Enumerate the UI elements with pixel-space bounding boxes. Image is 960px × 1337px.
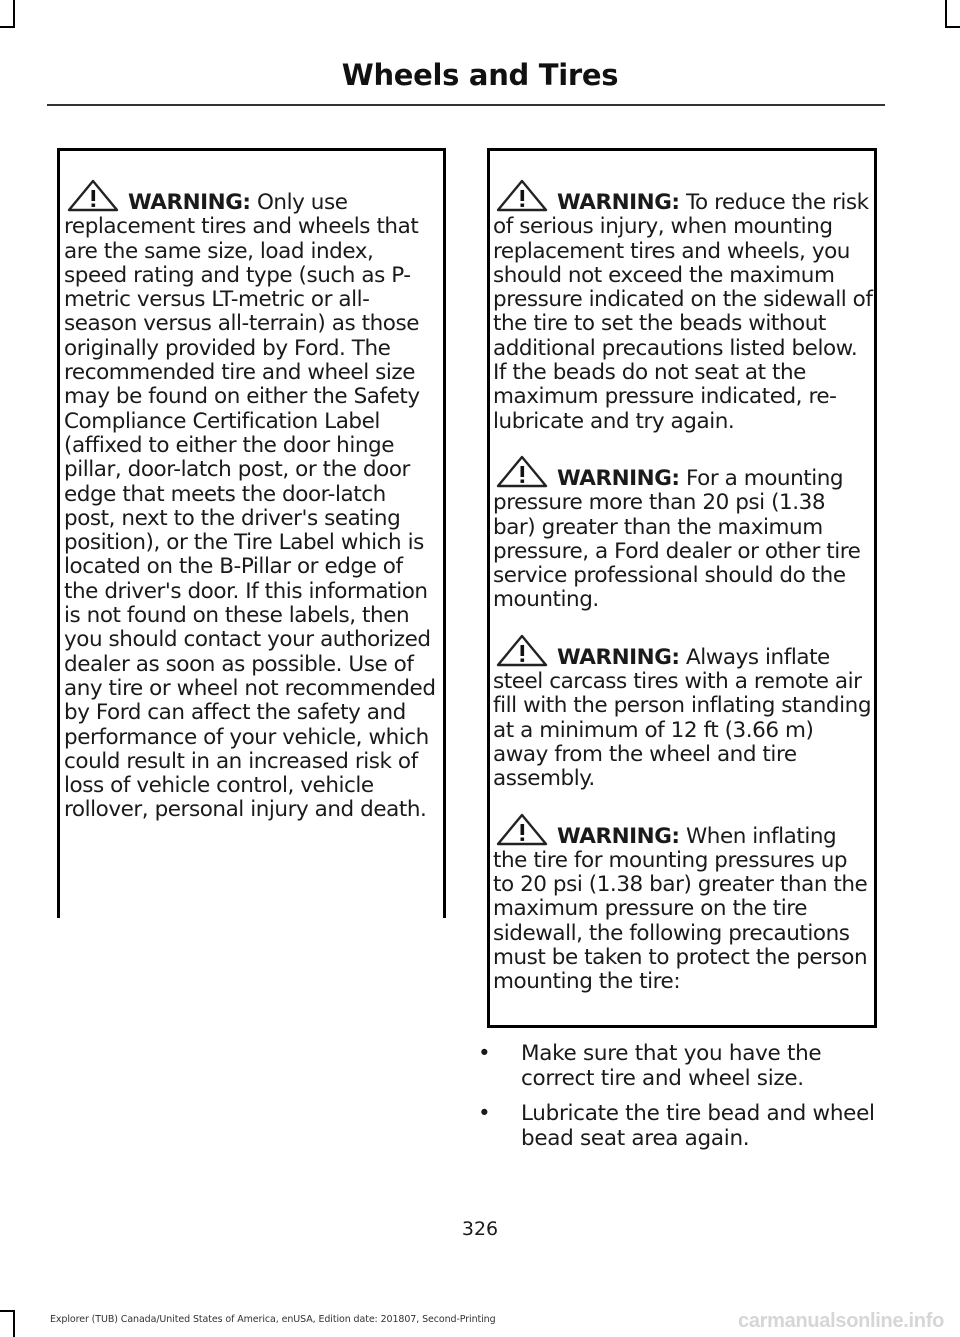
warning-label: WARNING: <box>557 465 680 491</box>
crop-mark <box>13 1310 15 1337</box>
bullet-list <box>478 1042 878 1162</box>
crop-mark <box>13 0 15 26</box>
warning-text-block <box>64 178 442 823</box>
warning-box-left <box>57 148 446 918</box>
warning-triangle-icon <box>64 178 122 212</box>
watermark: carmanualsonline.info <box>738 1310 944 1332</box>
page-title: Wheels and Tires <box>341 58 619 92</box>
page-number: 326 <box>461 1218 499 1240</box>
warning-paragraph <box>493 633 873 792</box>
warning-label: WARNING: <box>128 190 251 215</box>
warning-paragraph <box>64 178 442 823</box>
warning-body: When inflating the tire for mounting pressures up to 20 psi (1.38 bar) greater than the maximum pressure on the tire sidewall, the following precautions must be taken to protect the person mounting the tire: <box>493 823 868 995</box>
warning-body: For a mounting pressure more than 20 psi (1.38 bar) greater than the maximum pressure, a Ford dealer or other tire service professional should do the mounting. <box>493 465 861 613</box>
warning-body: Always inflate steel carcass tires with a remote air fill with the person inflating standing at a minimum of 12 ft (3.66 m) away from the wheel and tire assembly. <box>493 644 872 792</box>
warning-paragraph <box>493 812 873 995</box>
warning-box-right <box>487 148 877 1028</box>
crop-mark <box>945 0 947 26</box>
warning-body: To reduce the risk of serious injury, when mounting replacement tires and wheels, you should not exceed the maximum pressure indicated on the sidewall of the tire to set the beads without additional precautions listed below. If the beads do not seat at the maximum pressure indicated, re-lubricate and try again. <box>493 190 873 434</box>
warning-label: WARNING: <box>557 644 680 670</box>
crop-mark <box>0 26 15 28</box>
warning-body: Only use replacement tires and wheels that are the same size, load index, speed rating and type (such as P-metric versus LT-metric or all-season versus all-terrain) as those originally provided by Ford. The recommended tire and wheel size may be found on either the Safety Compliance Certification Label (affixed to either the door hinge pillar, door-latch post, or the door edge that meets the door-latch post, next to the driver's seating position), or the Tire Label which is located on the B-Pillar or edge of the driver's door. If this information is not found on these labels, then you should contact your authorized dealer as soon as possible. Use of any tire or wheel not recommended by Ford can affect the safety and performance of your vehicle, which could result in an increased risk of loss of vehicle control, vehicle rollover, personal injury and death. <box>64 190 436 823</box>
footer-edition-info: Explorer (TUB) Canada/United States of America, enUSA, Edition date: 201807, Second-Printing <box>50 1314 496 1325</box>
list-item <box>478 1042 878 1091</box>
warning-triangle-icon <box>493 454 551 488</box>
warning-box-top-border <box>490 148 874 151</box>
warning-triangle-icon <box>493 812 551 846</box>
list-item-text: Make sure that you have the correct tire and wheel size. <box>521 1041 822 1091</box>
warning-box-top-border <box>60 148 443 151</box>
warning-paragraph <box>493 454 873 613</box>
warning-triangle-icon <box>493 633 551 667</box>
list-item <box>478 1102 878 1151</box>
crop-mark <box>945 26 960 28</box>
bullet-marker: • <box>478 1041 491 1066</box>
warning-text-block <box>493 178 873 995</box>
warning-paragraph <box>493 178 873 434</box>
warning-label: WARNING: <box>557 190 680 215</box>
header-divider <box>47 104 885 106</box>
warning-triangle-icon <box>493 178 551 212</box>
bullet-marker: • <box>478 1101 491 1126</box>
list-item-text: Lubricate the tire bead and wheel bead seat area again. <box>521 1101 875 1151</box>
warning-box-bottom-border <box>490 1025 874 1028</box>
warning-label: WARNING: <box>557 823 680 849</box>
